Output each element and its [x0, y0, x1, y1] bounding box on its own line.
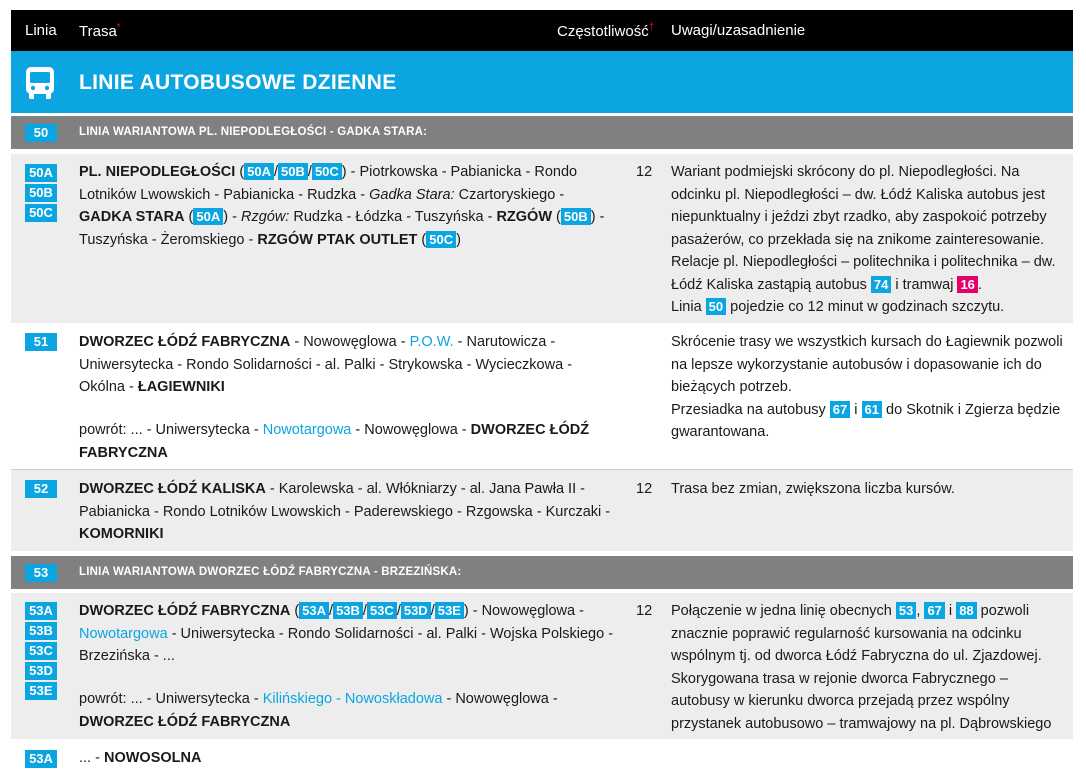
line-badge: 53: [896, 602, 916, 619]
header-linia: Linia: [25, 22, 57, 39]
group-title: LINIA WARIANTOWA DWORZEC ŁÓDŹ FABRYCZNA - BRZEZIŃSKA:: [79, 566, 462, 578]
banner-title: LINIE AUTOBUSOWE DZIENNE: [79, 71, 397, 94]
route-text: DWORZEC ŁÓDŹ FABRYCZNA ( 53A / 53B / 53C / 53D / 53E ) - Nowowęglowa - Nowotargowa - Uniwersytecka - Rondo Solidarności - al. Palki - Wojska Polskiego - Brzezińska - ...: [79, 603, 614, 664]
line-badge: 53A: [25, 750, 57, 768]
route-text: ... - NOWOSOLNA: [79, 750, 202, 766]
line-badge: 53A: [25, 602, 57, 620]
line-badge: 53A: [299, 602, 329, 619]
line-badge: 50: [706, 298, 726, 315]
header-czestotliwosc: Częstotliwość†: [557, 22, 655, 40]
section-banner: [11, 51, 1073, 113]
route-text: DWORZEC ŁÓDŹ FABRYCZNA - Nowowęglowa - P.O.W. - Narutowicza - Uniwersytecka - Rondo Solidarności - al. Palki - Strykowska - Wycieczkowa - Okólna - ŁAGIEWNIKI: [79, 334, 573, 395]
route-text: DWORZEC ŁÓDŹ KALISKA - Karolewska - al. Włókniarzy - al. Jana Pawła II - Pabianicka - Rondo Lotników Lwowskich - Paderewskiego - Rzgowska - Kurczaki - KOMORNIKI: [79, 481, 611, 542]
line-badge: 74: [871, 276, 891, 293]
line-badge: 53D: [25, 662, 57, 680]
group-row-50: [11, 116, 1073, 149]
line-badge: 53E: [25, 682, 57, 700]
line-badge: 53B: [333, 602, 363, 619]
group-title: LINIA WARIANTOWA PL. NIEPODLEGŁOŚCI - GADKA STARA:: [79, 126, 428, 138]
line-badge: 67: [924, 602, 944, 619]
note-text: Wariant podmiejski skrócony do pl. Niepodległości. Na odcinku pl. Niepodległości – dw. Łódź Kaliska autobus jest niepunktualny i jeździ zbyt rzadko, aby zaspokoić potrzeby pasażerów, co przekłada się na znikome zainteresowanie. Relacje pl. Niepodległości – politechnika i politechnika – dw. Łódź Kaliska zastąpią autobus 74 i tramwaj 16 . Linia 50 pojedzie co 12 minut w godzinach szczytu.: [671, 164, 1056, 315]
footnote-mark: †: [648, 22, 655, 33]
line-badge: 52: [25, 480, 57, 498]
route-text: PL. NIEPODLEGŁOŚCI ( 50A / 50B / 50C ) - Piotrkowska - Pabianicka - Rondo Lotników Lwowskich - Pabianicka - Rudzka - Gadka Stara: Czartoryskiego - GADKA STARA ( 50A ) - Rzgów: Rudzka - Łódzka - Tuszyńska - RZGÓW ( 50B ) - Tuszyńska - Żeromskiego - RZGÓW PTAK OUTLET ( 50C ): [79, 164, 605, 248]
return-route-text: powrót: ... - Uniwersytecka - Nowotargowa - Nowowęglowa - DWORZEC ŁÓDŹ FABRYCZNA: [79, 422, 590, 461]
line-badge: 50: [25, 124, 57, 142]
footnote-mark: *: [116, 22, 121, 33]
line-badge: 50B: [561, 208, 591, 225]
table-header: [11, 10, 1073, 51]
line-badge: 53D: [401, 602, 431, 619]
return-route-text: powrót: ... - Uniwersytecka - Kilińskiego - Nowoskładowa - Nowowęglowa - DWORZEC ŁÓDŹ FABRYCZNA: [79, 691, 558, 730]
line-badge: 50B: [25, 184, 57, 202]
frequency: 12: [636, 603, 653, 619]
line-badge: 50B: [278, 163, 308, 180]
line-badge: 61: [862, 401, 882, 418]
line-badge: 50C: [312, 163, 342, 180]
tram-badge: 16: [957, 276, 977, 293]
line-badge: 53E: [435, 602, 464, 619]
line-badge: 50A: [244, 163, 274, 180]
frequency: 12: [636, 481, 653, 497]
note-text: Połączenie w jedna linię obecnych 53 , 67 i 88 pozwoli znacznie poprawić regularność kursowania na odcinku wspólnym tj. od dworca Łódź Fabryczna do ul. Zjazdowej. Skorygowana trasa w rejonie dworca Fabrycznego – autobusy w kierunku dworca przejadą przez wspólny przystanek autobusowo – tramwajowy na pl. Dąbrowskiego: [671, 603, 1052, 732]
line-badge: 53C: [25, 642, 57, 660]
line-badge: 53B: [25, 622, 57, 640]
line-badge: 50C: [426, 231, 456, 248]
line-badge: 50C: [25, 204, 57, 222]
note-text: Skrócenie trasy we wszystkich kursach do Łagiewnik pozwoli na lepsze wykorzystanie autobusów i dopasowanie ich do bieżących potrzeb. Przesiadka na autobusy 67 i 61 do Skotnik i Zgierza będzie gwarantowana.: [671, 334, 1063, 440]
line-badge: 53C: [367, 602, 397, 619]
line-badge: 53: [25, 564, 57, 582]
line-badge: 51: [25, 333, 57, 351]
line-badge: 50A: [25, 164, 57, 182]
group-row-53: [11, 556, 1073, 589]
header-uwagi: Uwagi/uzasadnienie: [671, 22, 806, 39]
line-badge: 88: [956, 602, 976, 619]
note-text: Trasa bez zmian, zwiększona liczba kursów.: [671, 481, 955, 497]
frequency: 12: [636, 164, 653, 180]
line-badge: 67: [830, 401, 850, 418]
header-trasa: Trasa*: [79, 22, 121, 40]
bus-icon: [24, 66, 56, 100]
line-badge: 50A: [193, 208, 223, 225]
